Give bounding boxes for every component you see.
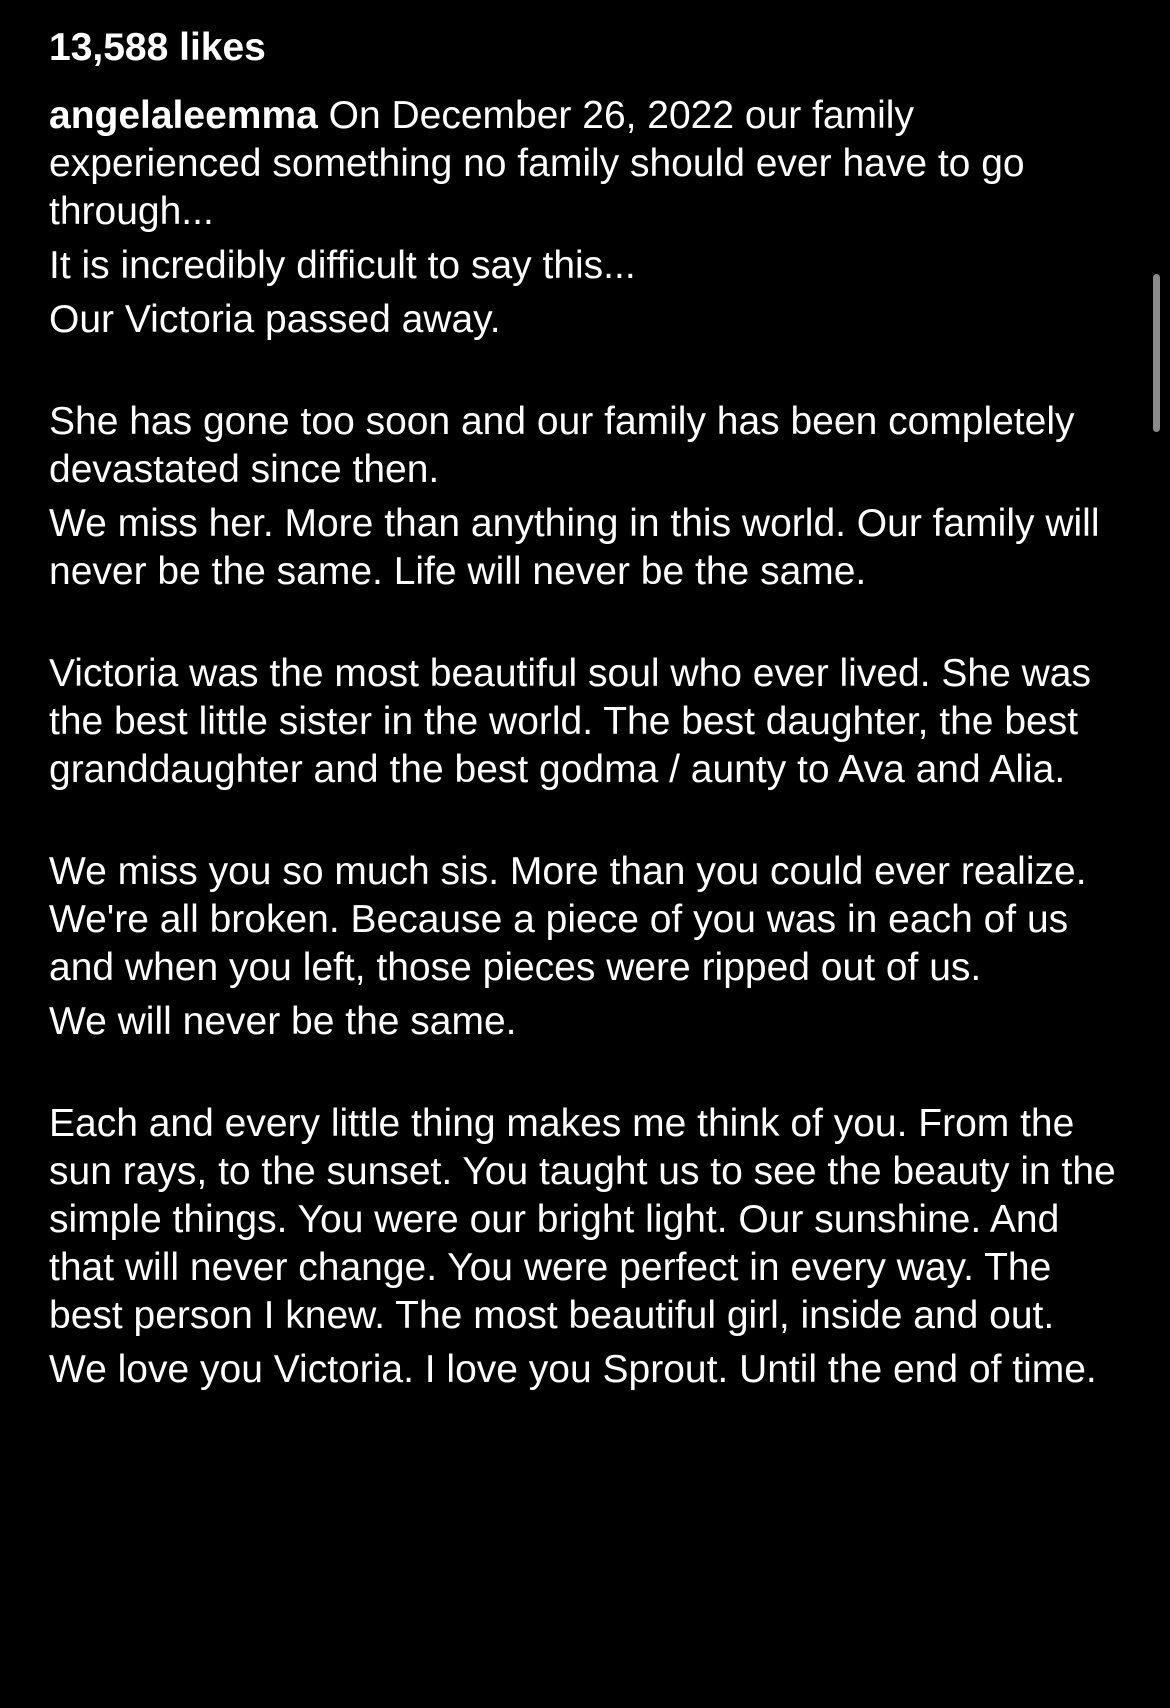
caption-text: We love you Victoria. I love you Sprout. Until the end of time. xyxy=(49,1348,1097,1391)
caption-text: Our Victoria passed away. xyxy=(49,298,501,341)
caption-line xyxy=(49,242,1129,290)
caption-line xyxy=(49,848,1129,992)
caption-line xyxy=(49,1100,1129,1340)
caption-line xyxy=(49,500,1129,596)
caption-line xyxy=(49,398,1129,494)
caption-text: It is incredibly difficult to say this... xyxy=(49,244,636,287)
paragraph-gap xyxy=(49,800,1129,848)
post-details xyxy=(49,24,1129,1400)
likes-count[interactable]: 13,588 likes xyxy=(49,26,266,69)
paragraph-gap xyxy=(49,602,1129,650)
caption-line xyxy=(49,1346,1129,1394)
paragraph-gap xyxy=(49,1052,1129,1100)
post-caption xyxy=(49,92,1129,1394)
caption-text: She has gone too soon and our family has been completely devastated since then. xyxy=(49,400,1075,491)
caption-text: We miss you so much sis. More than you could ever realize. We're all broken. Because a piece of you was in each of us and when you left, those pieces were ripped out of us. xyxy=(49,850,1087,989)
caption-line xyxy=(49,650,1129,794)
caption-text: We will never be the same. xyxy=(49,1000,517,1043)
username-link[interactable]: angelaleemma xyxy=(49,94,318,137)
caption-text: On December 26, 2022 our family experienced something no family should ever have to go through... xyxy=(49,94,1025,233)
caption-line xyxy=(49,296,1129,344)
paragraph-gap xyxy=(49,350,1129,398)
caption-line xyxy=(49,92,1129,236)
caption-text: Victoria was the most beautiful soul who ever lived. She was the best little sister in the world. The best daughter, the best granddaughter and the best godma / aunty to Ava and Alia. xyxy=(49,652,1091,791)
caption-text: Each and every little thing makes me think of you. From the sun rays, to the sunset. You taught us to see the beauty in the simple things. You were our bright light. Our sunshine. And that will never change. You were perfect in every way. The best person I knew. The most beautiful girl, inside and out. xyxy=(49,1102,1116,1337)
caption-line xyxy=(49,998,1129,1046)
caption-text: We miss her. More than anything in this world. Our family will never be the same. Life will never be the same. xyxy=(49,502,1100,593)
scrollbar[interactable] xyxy=(1153,274,1160,432)
